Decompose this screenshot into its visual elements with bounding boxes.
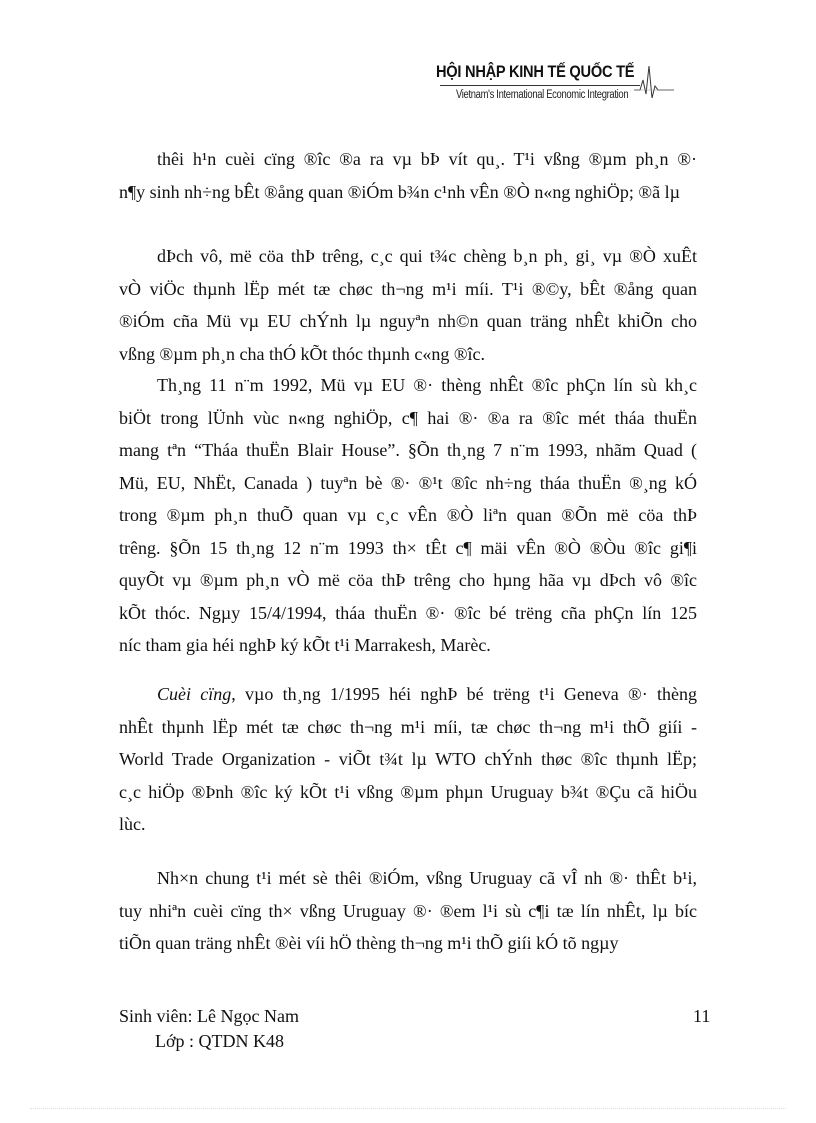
pulse-graph-icon [634,60,674,104]
logo-rule [440,85,640,86]
paragraph-1 [119,143,697,208]
text-line: biÖt trong lÜnh vùc n«ng nghiÖp, c¶ hai ®· ®a ra ®îc mét tháa thuËn [119,407,697,428]
page-number: 11 [693,1006,711,1026]
text-line: tiÕn quan träng nhÊt ®èi víi hÖ thèng th¬ng m¹i thÕ giíi kÓ tõ ngµy [119,933,619,953]
text-line: lùc. [119,814,146,834]
text-line: vÒ viÖc thµnh lËp mét tæ chøc th¬ng m¹i míi. T¹i ®©y, bÊt ®ång quan [119,278,697,299]
paragraph-4 [119,678,697,841]
text-line: dÞch vô, më cöa thÞ trêng, c¸c qui t¾c chèng b¸n ph¸ gi¸ vµ ®Ò xuÊt [157,246,697,266]
student-name: Sinh viên: Lê Ngọc Nam [119,1006,299,1026]
text-line: ®iÓm cña Mü vµ EU chÝnh lµ nguyªn nh©n quan träng nhÊt khiÕn cho [119,311,697,331]
paragraph-3 [119,369,697,662]
italic-lead: Cuèi cïng [157,684,232,704]
text-line: Th¸ng 11 n¨m 1992, Mü vµ EU ®· thèng nhÊt ®îc phÇn lín sù kh¸c [157,375,697,395]
text-line: c¸c hiÖp ®Þnh ®îc ký kÕt t¹i vßng ®µm phµn Uruguay b¾t ®Çu cã hiÖu [119,781,697,802]
text-line: kÕt thóc. Ngµy 15/4/1994, tháa thuËn ®· ®îc bé trëng cña phÇn lín 125 [119,602,697,623]
text-line: trong ®µm ph¸n thuÕ quan vµ c¸c vÊn ®Ò liªn quan ®Õn më cöa thÞ [119,505,697,525]
class-name: Lớp : QTDN K48 [155,1031,285,1051]
logo-subtitle: Vietnam's International Economic Integration [456,89,629,101]
paragraph-5 [119,862,697,960]
text-line: Mü, EU, NhËt, Canada ) tuyªn bè ®· ®¹t ®îc nh÷ng tháa thuËn ®¸ng kÓ [119,472,697,493]
text-line: n¶y sinh nh÷ng bÊt ®ång quan ®iÓm b¾n c¹nh vÊn ®Ò n«ng nghiÖp; ®ã lµ [119,181,680,202]
text-span: , vµo th¸ng 1/1995 héi nghÞ bé trëng t¹i Geneva ®· thèng [231,684,697,704]
logo-title: HỘI NHẬP KINH TẾ QUỐC TẾ [436,62,635,81]
text-line: níc tham gia héi nghÞ ký kÕt t¹i Marrakesh, Marèc. [119,635,491,655]
text-line: World Trade Organization - viÕt t¾t lµ WTO chÝnh thøc ®îc thµnh lËp; [119,749,697,769]
text-line [119,678,697,711]
text-line: vßng ®µm ph¸n cha thÓ kÕt thóc thµnh c«ng ®îc. [119,343,486,364]
header-logo [416,56,674,112]
page-footer [119,1004,299,1054]
text-line: tuy nhiªn cuèi cïng th× vßng Uruguay ®· ®em l¹i sù c¶i tæ lín nhÊt, lµ bíc [119,900,697,921]
text-line: thêi h¹n cuèi cïng ®îc ®a ra vµ bÞ vít qu¸. T¹i vßng ®µm ph¸n ®· [157,149,697,169]
text-line: mang tªn “Tháa thuËn Blair House”. §Õn th¸ng 7 n¨m 1993, nhãm Quad ( [119,440,697,460]
text-line: Nh×n chung t¹i mét sè thêi ®iÓm, vßng Uruguay cã vÎ nh ®· thÊt b¹i, [157,868,697,888]
paragraph-2 [119,240,697,370]
text-line: trêng. §Õn 15 th¸ng 12 n¨m 1993 th× tÊt c¶ mäi vÊn ®Ò ®Òu ®îc gi¶i [119,537,697,558]
text-line: nhÊt thµnh lËp mét tæ chøc th¬ng m¹i míi, tæ chøc th¬ng m¹i thÕ giíi - [119,716,697,737]
text-line: quyÕt vµ ®µm ph¸n vÒ më cöa thÞ trêng cho hµng hãa vµ dÞch vô ®îc [119,570,697,590]
page-bottom-border [30,1108,786,1109]
